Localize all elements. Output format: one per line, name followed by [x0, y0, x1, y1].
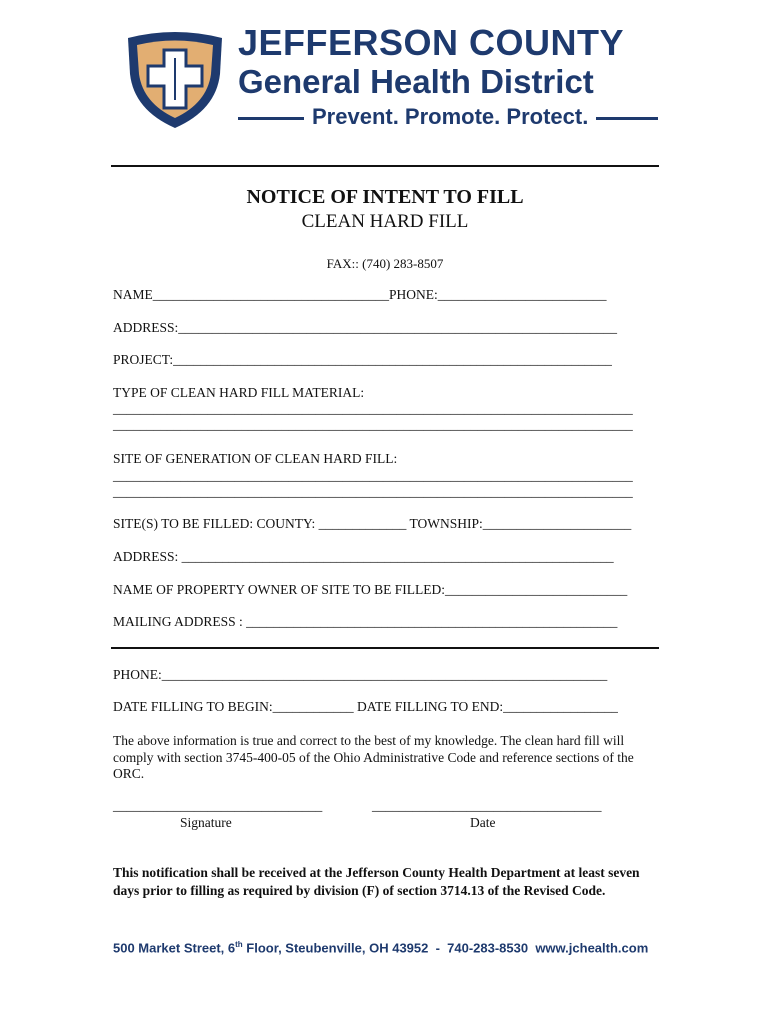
generation-site-label: SITE OF GENERATION OF CLEAN HARD FILL:	[113, 451, 398, 466]
section-divider	[111, 647, 659, 649]
brand-subtitle: General Health District	[238, 63, 594, 100]
project-field[interactable]: PROJECT:_________________________________________________________________	[113, 352, 612, 367]
form-subtitle: CLEAN HARD FILL	[301, 211, 469, 232]
footer-address-start: 500 Market Street, 6	[113, 940, 236, 956]
form-title: NOTICE OF INTENT TO FILL	[246, 186, 524, 208]
name-phone-field[interactable]: NAME___________________________________PHONE:_________________________	[113, 287, 607, 302]
footer-floor-suffix: th	[235, 940, 243, 949]
header-divider	[111, 165, 659, 167]
footer-contact	[113, 940, 648, 955]
material-line-1[interactable]: _____________________________________________________________________________	[113, 401, 633, 416]
brand-tagline: Prevent. Promote. Protect.	[312, 104, 589, 129]
property-owner-field[interactable]: NAME OF PROPERTY OWNER OF SITE TO BE FILLED:___________________________	[113, 582, 628, 597]
fax-number: FAX:: (740) 283-8507	[326, 256, 444, 271]
date-label: Date	[470, 815, 496, 830]
attestation-text: The above information is true and correct to the best of my knowledge. The clean hard fill will comply with section 3745-400-05 of the Ohio Administrative Code and reference sections of the ORC.	[113, 733, 634, 781]
tagline-rule-right	[596, 117, 658, 120]
health-district-shield-logo	[120, 28, 230, 130]
sites-county-township-field[interactable]: SITE(S) TO BE FILLED: COUNTY: _____________ TOWNSHIP:______________________	[113, 516, 632, 531]
filing-deadline-notice: This notification shall be received at the Jefferson County Health Department at least seven days prior to filling as required by division (F) of section 3714.13 of the Revised Code.	[113, 865, 640, 898]
owner-phone-field[interactable]: PHONE:__________________________________________________________________	[113, 667, 608, 682]
filling-dates-field[interactable]: DATE FILLING TO BEGIN:____________ DATE FILLING TO END:_________________	[113, 699, 618, 714]
mailing-address-field[interactable]: MAILING ADDRESS : _______________________________________________________	[113, 614, 618, 629]
signature-label: Signature	[180, 815, 232, 830]
tagline-rule-left	[238, 117, 304, 120]
material-label: TYPE OF CLEAN HARD FILL MATERIAL:	[113, 385, 365, 400]
material-line-2[interactable]: _____________________________________________________________________________	[113, 417, 633, 432]
signature-line[interactable]: _______________________________	[113, 798, 323, 813]
address-field[interactable]: ADDRESS:_________________________________________________________________	[113, 320, 618, 335]
generation-line-1[interactable]: _____________________________________________________________________________	[113, 468, 633, 483]
brand-name: JEFFERSON COUNTY	[238, 22, 625, 63]
date-line[interactable]: __________________________________	[372, 798, 602, 813]
footer-address-rest: Floor, Steubenville, OH 43952 - 740-283-8530 www.jchealth.com	[242, 940, 649, 956]
site-address-field[interactable]: ADDRESS: ________________________________________________________________	[113, 549, 614, 564]
generation-line-2[interactable]: _____________________________________________________________________________	[113, 484, 633, 499]
